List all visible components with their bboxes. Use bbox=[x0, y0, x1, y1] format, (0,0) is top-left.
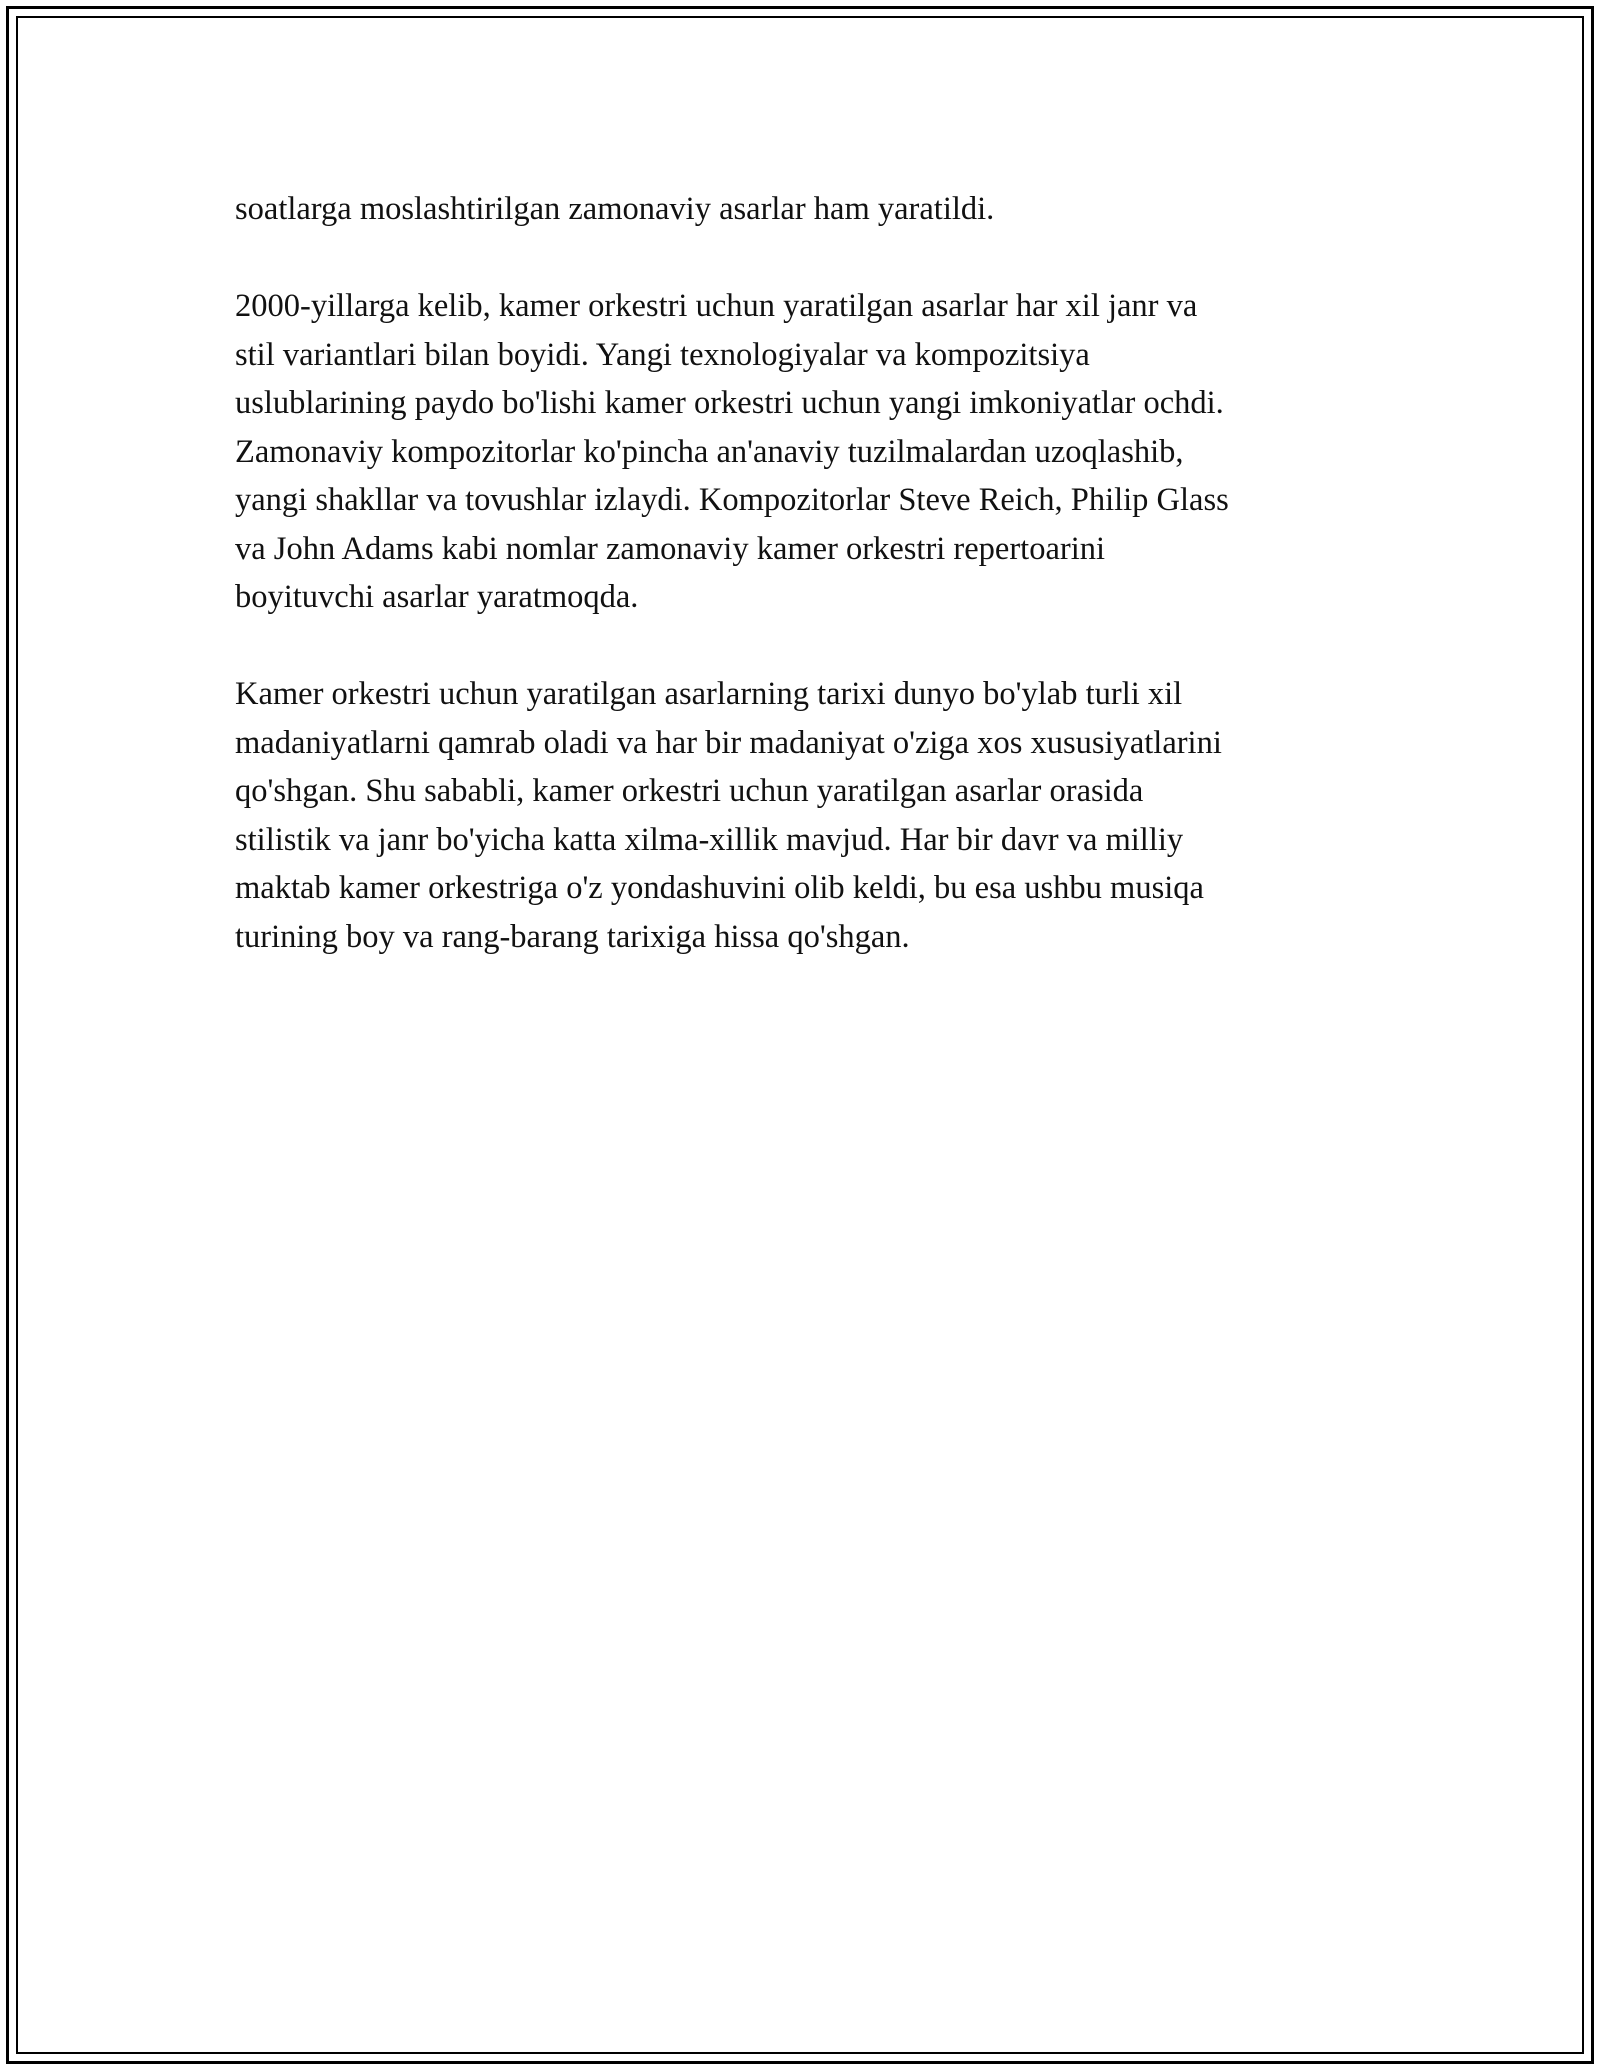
text-line: boyituvchi asarlar yaratmoqda. bbox=[235, 579, 639, 615]
paragraph-3 bbox=[235, 670, 1365, 961]
text-line: va John Adams kabi nomlar zamonaviy kamer orkestri repertoarini bbox=[235, 530, 1106, 567]
text-line: madaniyatlarni qamrab oladi va har bir madaniyat o'ziga xos xususiyatlarini bbox=[235, 724, 1222, 761]
paragraph-2 bbox=[235, 282, 1365, 622]
text-line: qo'shgan. Shu sababli, kamer orkestri uchun yaratilgan asarlar orasida bbox=[235, 773, 1144, 809]
text-line: yangi shakllar va tovushlar izlaydi. Kompozitorlar Steve Reich, Philip Glass bbox=[235, 482, 1229, 518]
text-line: turining boy va rang-barang tarixiga hissa qo'shgan. bbox=[235, 918, 910, 955]
text-line: maktab kamer orkestriga o'z yondashuvini olib keldi, bu esa ushbu musiqa bbox=[235, 870, 1204, 906]
text-line: Kamer orkestri uchun yaratilgan asarlarning tarixi dunyo bo'ylab turli xil bbox=[235, 676, 1183, 712]
text-line: uslublarining paydo bo'lishi kamer orkestri uchun yangi imkoniyatlar ochdi. bbox=[235, 385, 1224, 421]
paragraph-1 bbox=[235, 185, 1365, 234]
text-line: stil variantlari bilan boyidi. Yangi texnologiyalar va kompozitsiya bbox=[235, 336, 1090, 373]
text-line: stilistik va janr bo'yicha katta xilma-xillik mavjud. Har bir davr va milliy bbox=[235, 821, 1184, 858]
text-line: soatlarga moslashtirilgan zamonaviy asarlar ham yaratildi. bbox=[235, 191, 995, 227]
document-body bbox=[235, 185, 1365, 1010]
text-line: 2000-yillarga kelib, kamer orkestri uchun yaratilgan asarlar har xil janr va bbox=[235, 288, 1198, 324]
text-line: Zamonaviy kompozitorlar ko'pincha an'anaviy tuzilmalardan uzoqlashib, bbox=[235, 433, 1184, 470]
